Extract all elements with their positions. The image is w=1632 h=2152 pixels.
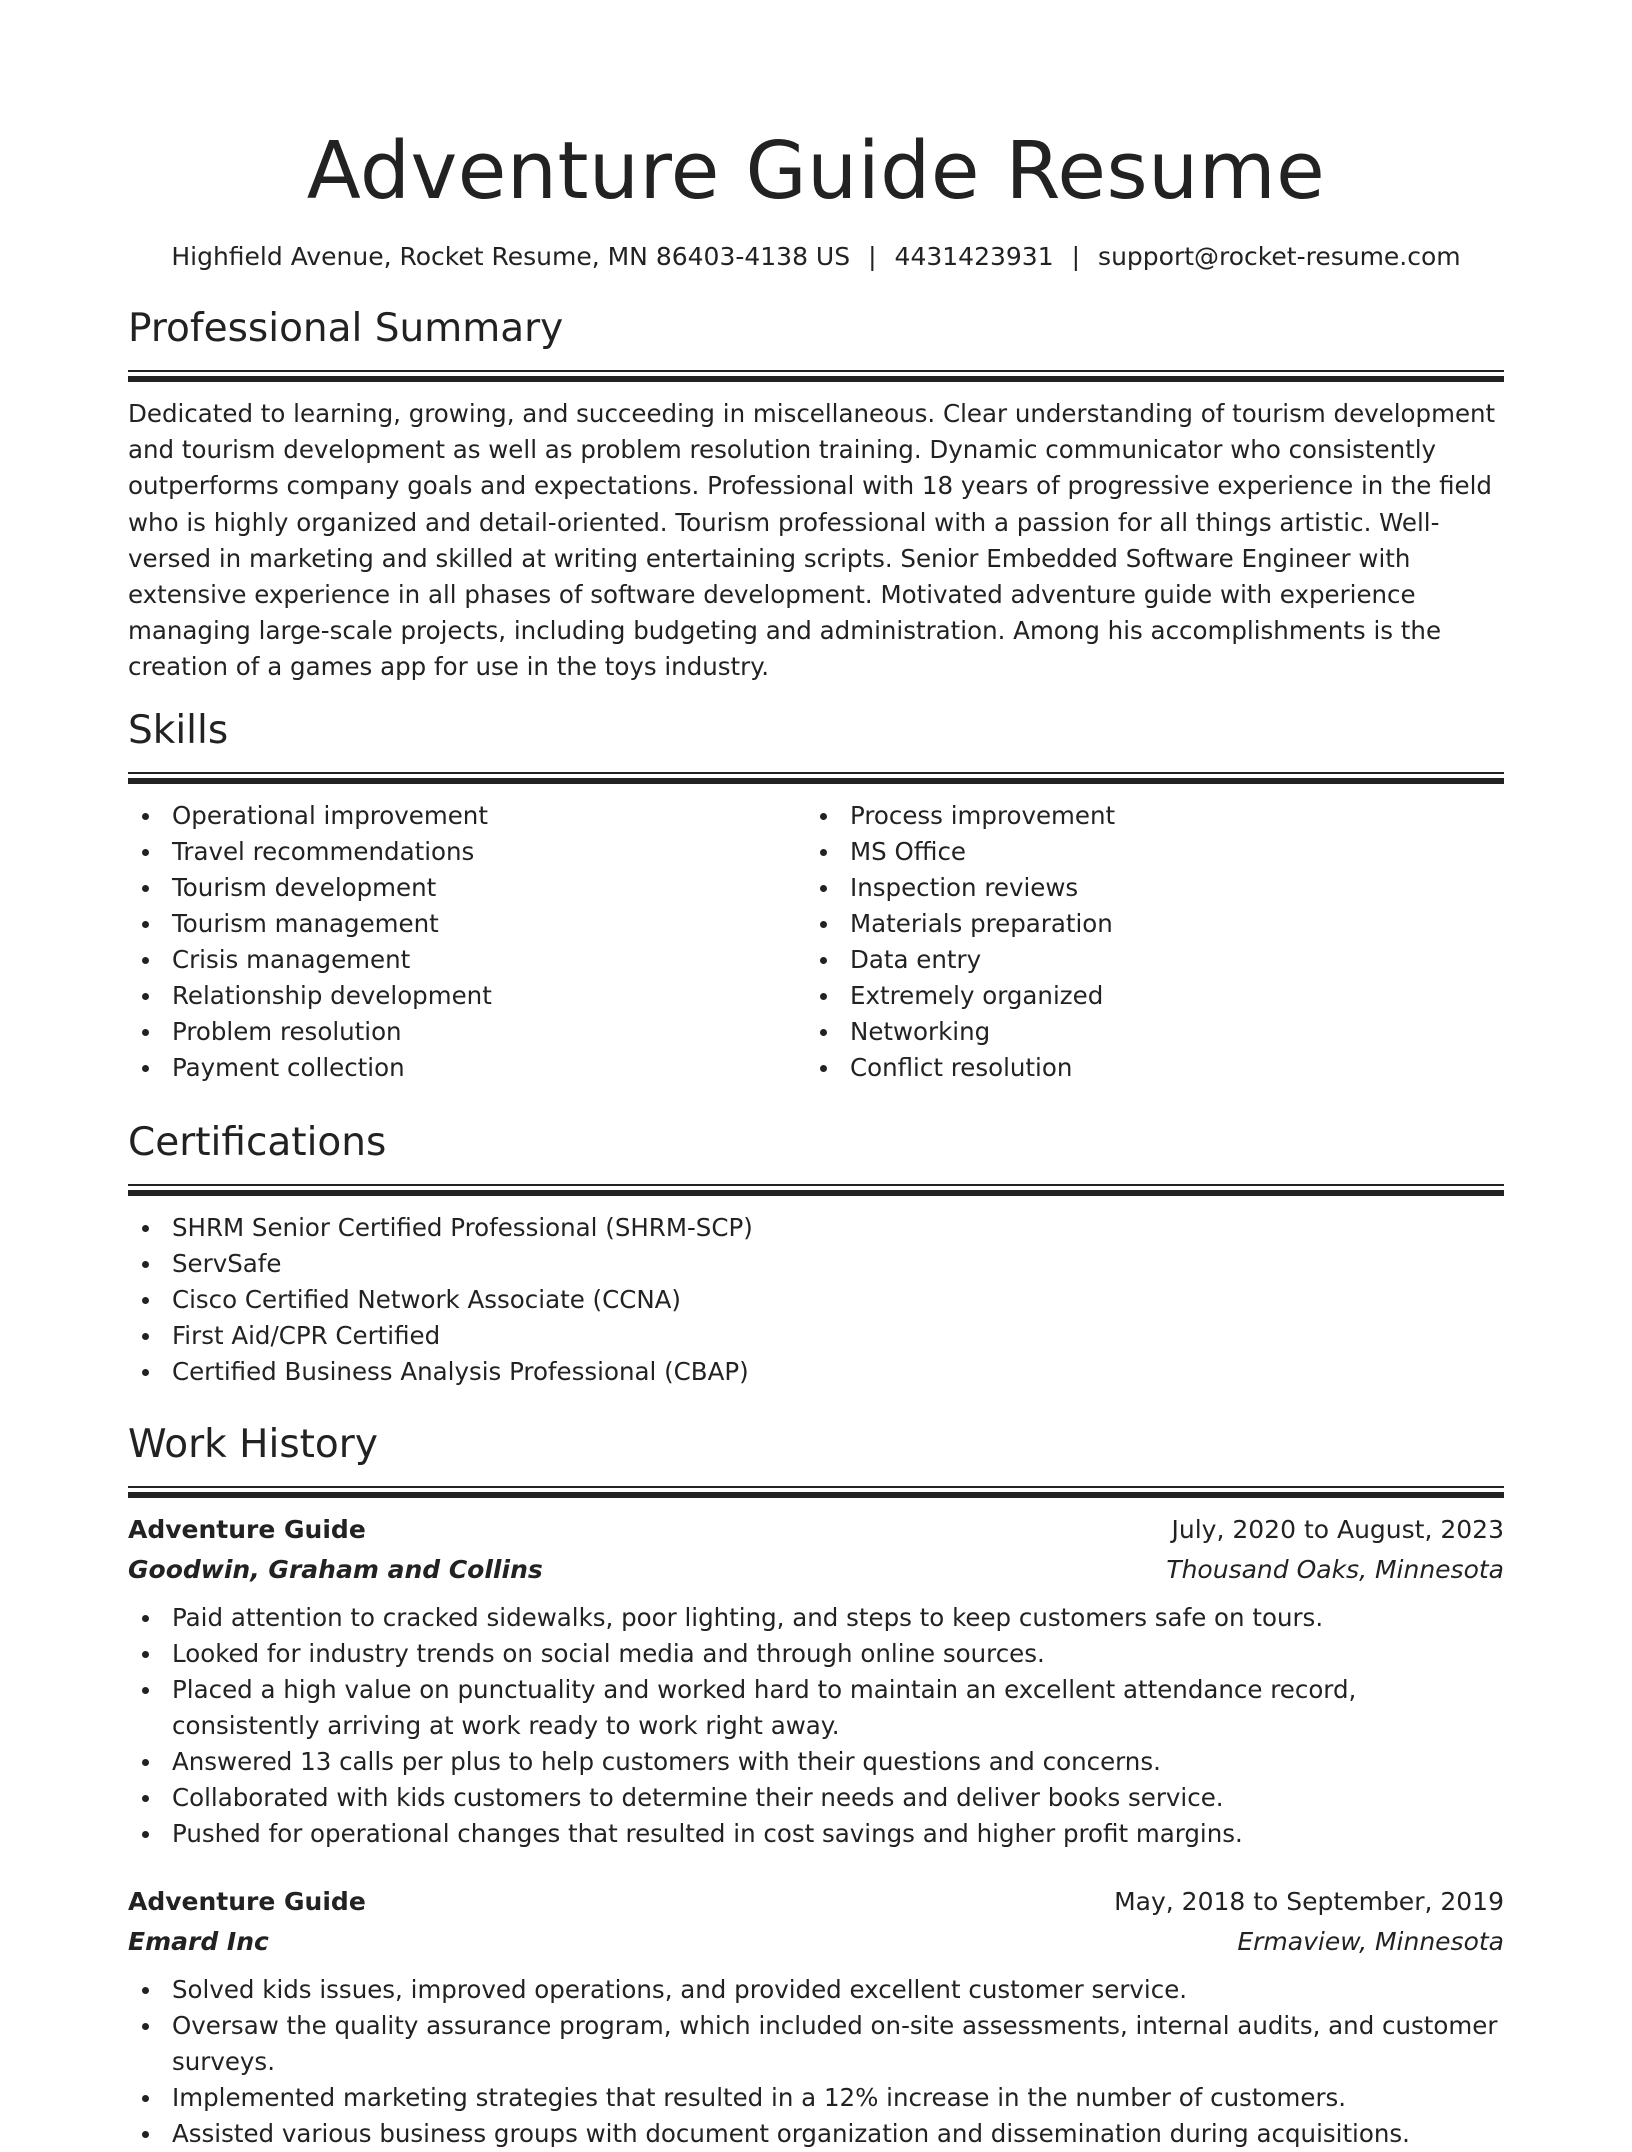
section-divider: [128, 1184, 1504, 1196]
job-bullet: Placed a high value on punctuality and worked hard to maintain an excellent attendance record, consistently arriving at work ready to work right away.: [128, 1672, 1504, 1744]
skill-item: Inspection reviews: [806, 870, 1484, 906]
skill-item: Operational improvement: [128, 798, 806, 834]
job-title: Adventure Guide: [128, 1886, 366, 1916]
job-bullets: [128, 1972, 1504, 2152]
job-company: Goodwin, Graham and Collins: [128, 1554, 543, 1584]
skill-item: Extremely organized: [806, 978, 1484, 1014]
skill-item: MS Office: [806, 834, 1484, 870]
section-title-work-history: Work History: [128, 1421, 378, 1467]
job-header: [128, 1510, 1504, 1550]
skill-item: Problem resolution: [128, 1014, 806, 1050]
job-bullets: [128, 1600, 1504, 1852]
summary-section: [128, 304, 1504, 686]
resume-title: Adventure Guide Resume: [306, 125, 1326, 217]
skill-item: Tourism management: [128, 906, 806, 942]
skills-section: [128, 706, 1504, 1086]
job-bullet: Oversaw the quality assurance program, which included on-site assessments, internal audits, and customer surveys.: [128, 2008, 1504, 2080]
skill-item: Data entry: [806, 942, 1484, 978]
contact-phone: 4431423931: [894, 242, 1054, 271]
section-divider: [128, 772, 1504, 784]
skills-list-right: [806, 798, 1484, 1086]
work-history-section: [128, 1420, 1504, 2152]
skill-item: Crisis management: [128, 942, 806, 978]
job-title: Adventure Guide: [128, 1514, 366, 1544]
job-company: Emard Inc: [128, 1926, 269, 1956]
skill-item: Materials preparation: [806, 906, 1484, 942]
summary-text: Dedicated to learning, growing, and succeeding in miscellaneous. Clear understanding of tourism development and tourism development as well as problem resolution training. Dynamic communicator who consistently outperforms company goals and expectations. Professional with 18 years of progressive experience in the field who is highly organized and detail-oriented. Tourism professional with a passion for all things artistic. Well-versed in marketing and skilled at writing entertaining scripts. Senior Embedded Software Engineer with extensive experience in all phases of software development. Motivated adventure guide with experience managing large-scale projects, including budgeting and administration. Among his accomplishments is the creation of a games app for use in the toys industry.: [128, 399, 1496, 682]
resume-page: [128, 0, 1504, 2152]
job-location: Thousand Oaks, Minnesota: [1166, 1554, 1504, 1584]
certification-item: ServSafe: [128, 1246, 1504, 1282]
job-bullet: Implemented marketing strategies that resulted in a 12% increase in the number of customers.: [128, 2080, 1504, 2116]
skills-grid: [128, 798, 1504, 1086]
job-subheader: [128, 1550, 1504, 1590]
skill-item: Tourism development: [128, 870, 806, 906]
section-divider: [128, 370, 1504, 382]
job-header: [128, 1882, 1504, 1922]
section-title-skills: Skills: [128, 707, 229, 753]
certifications-section: [128, 1118, 1504, 1390]
certification-item: Certified Business Analysis Professional (CBAP): [128, 1354, 1504, 1390]
job-bullet: Paid attention to cracked sidewalks, poor lighting, and steps to keep customers safe on tours.: [128, 1600, 1504, 1636]
job-bullet: Collaborated with kids customers to determine their needs and deliver books service.: [128, 1780, 1504, 1816]
contact-line: [128, 240, 1504, 274]
contact-separator: |: [868, 242, 877, 271]
job-subheader: [128, 1922, 1504, 1962]
job-bullet: Solved kids issues, improved operations, and provided excellent customer service.: [128, 1972, 1504, 2008]
certification-item: SHRM Senior Certified Professional (SHRM-SCP): [128, 1210, 1504, 1246]
section-title-certifications: Certifications: [128, 1119, 387, 1165]
skill-item: Networking: [806, 1014, 1484, 1050]
section-title-summary: Professional Summary: [128, 306, 564, 351]
certifications-list: [128, 1210, 1504, 1390]
job-dates: July, 2020 to August, 2023: [1171, 1514, 1504, 1544]
skill-item: Payment collection: [128, 1050, 806, 1086]
job-bullet: Looked for industry trends on social media and through online sources.: [128, 1636, 1504, 1672]
contact-address: Highfield Avenue, Rocket Resume, MN 86403-4138 US: [171, 242, 851, 271]
contact-separator: |: [1071, 242, 1081, 271]
skill-item: Conflict resolution: [806, 1050, 1484, 1086]
job-entry: [128, 1510, 1504, 1852]
job-bullet: Assisted various business groups with document organization and dissemination during acquisitions.: [128, 2116, 1504, 2152]
section-divider: [128, 1486, 1504, 1498]
job-location: Ermaview, Minnesota: [1237, 1926, 1504, 1956]
job-bullet: Pushed for operational changes that resulted in cost savings and higher profit margins.: [128, 1816, 1504, 1852]
contact-email: support@rocket-resume.com: [1098, 242, 1461, 271]
skill-item: Travel recommendations: [128, 834, 806, 870]
job-entry: [128, 1882, 1504, 2152]
certification-item: First Aid/CPR Certified: [128, 1318, 1504, 1354]
skill-item: Relationship development: [128, 978, 806, 1014]
job-dates: May, 2018 to September, 2019: [1114, 1886, 1504, 1916]
skill-item: Process improvement: [806, 798, 1484, 834]
certification-item: Cisco Certified Network Associate (CCNA): [128, 1282, 1504, 1318]
skills-list-left: [128, 798, 806, 1086]
job-bullet: Answered 13 calls per plus to help customers with their questions and concerns.: [128, 1744, 1504, 1780]
